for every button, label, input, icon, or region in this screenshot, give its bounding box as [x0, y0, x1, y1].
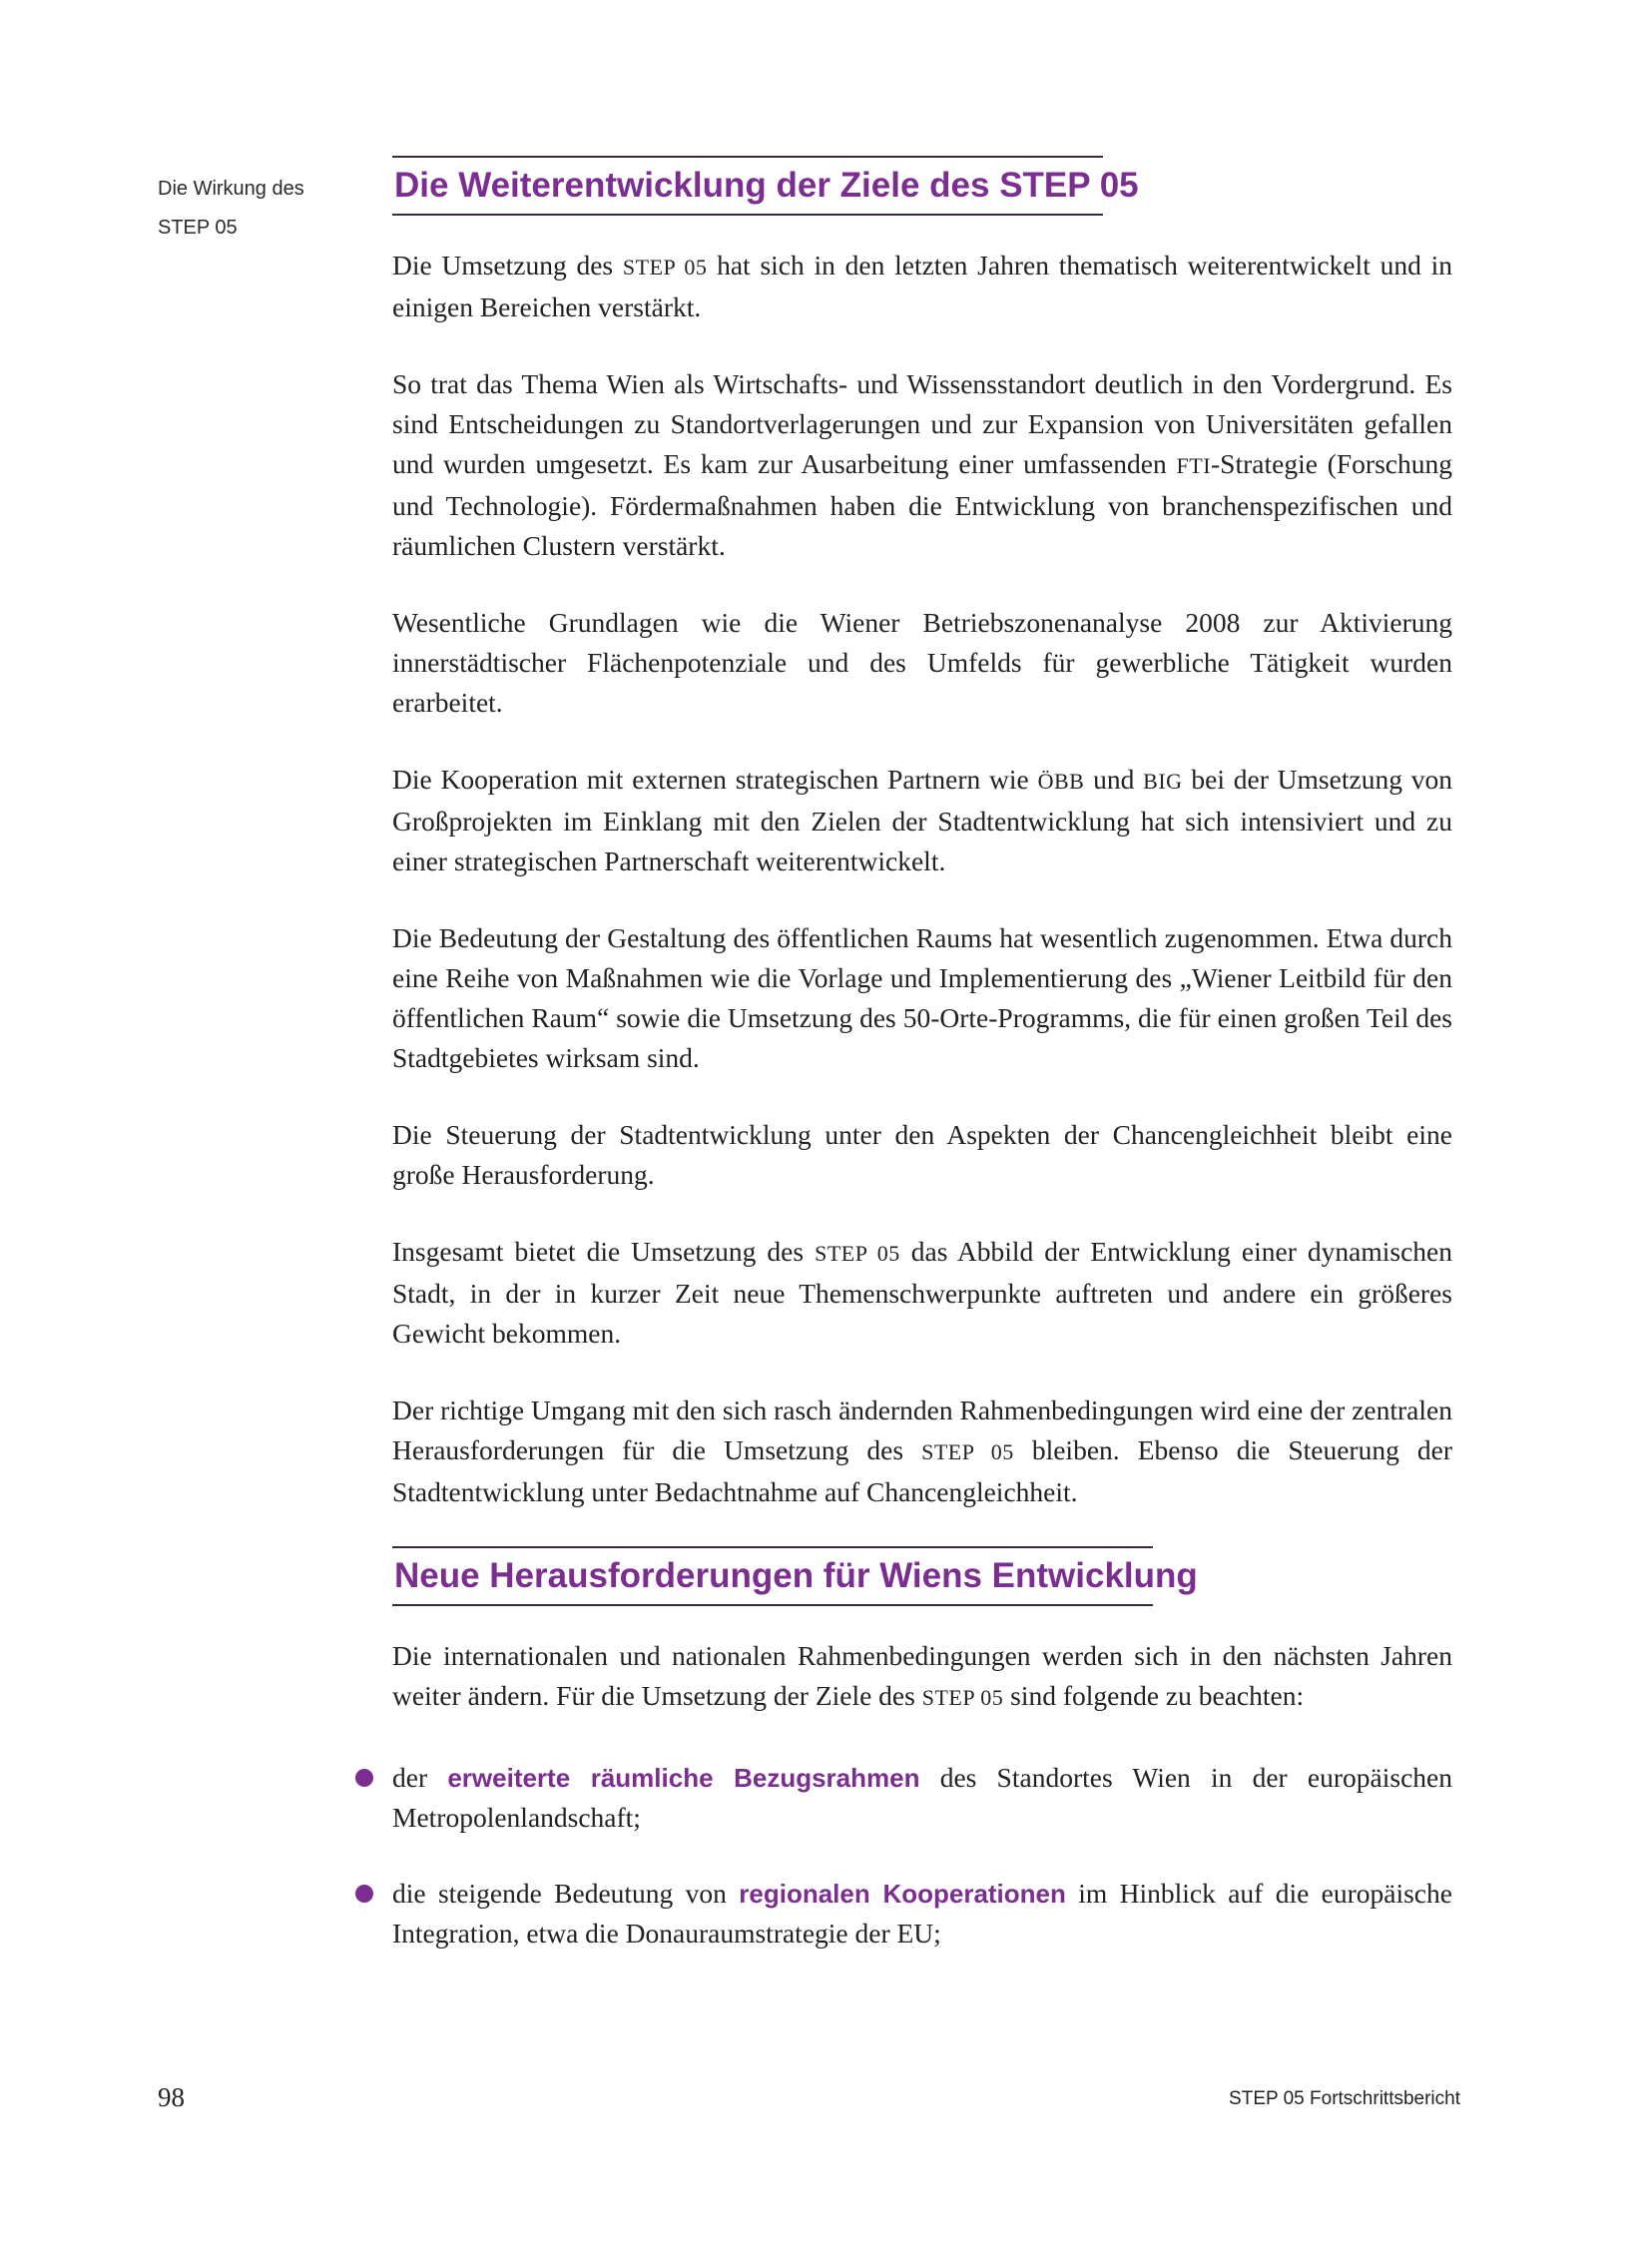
section-heading-challenges: Neue Herausforderungen für Wiens Entwicklung	[392, 1546, 1153, 1606]
list-item: die steigende Bedeutung von regionalen Kooperationen im Hinblick auf die europäische Integration, etwa die Donauraumstrategie der EU;	[392, 1874, 1452, 1954]
highlight-text: regionalen Kooperationen	[739, 1879, 1066, 1909]
main-content	[392, 156, 1452, 1954]
step-abbrev: STEP 05	[921, 1685, 1004, 1710]
paragraph: Die Umsetzung des STEP 05 hat sich in den letzten Jahren thematisch weiterentwickelt und in einigen Bereichen verstärkt.	[392, 250, 1452, 322]
bullet-dot-icon	[355, 1769, 373, 1787]
step-abbrev: STEP 05	[921, 1439, 1014, 1464]
list-item: der erweiterte räumliche Bezugsrahmen des Standortes Wien in der europäischen Metropolenlandschaft;	[392, 1758, 1452, 1838]
big-abbrev: BIG	[1143, 769, 1183, 794]
paragraph: Die Steuerung der Stadtentwicklung unter den Aspekten der Chancengleichheit bleibt eine große Herausforderung.	[392, 1119, 1452, 1190]
obb-abbrev: ÖBB	[1037, 769, 1085, 794]
step-abbrev: STEP 05	[815, 1241, 900, 1266]
paragraph: Die internationalen und nationalen Rahmenbedingungen werden sich in den nächsten Jahren weiter ändern. Für die Umsetzung der Ziele des STEP 05 sind folgende zu beachten:	[392, 1640, 1452, 1711]
paragraph: Die Bedeutung der Gestaltung des öffentlichen Raums hat wesentlich zugenommen. Etwa durch eine Reihe von Maßnahmen wie die Vorlage und Implementierung des „Wiener Leitbild für den öffentlichen Raum“ sowie die Umsetzung des 50-Orte-Programms, die für einen großen Teil des Stadtgebietes wirksam sind.	[392, 922, 1452, 1073]
section-challenges	[392, 1512, 1452, 1954]
step-abbrev: STEP 05	[622, 255, 708, 280]
fti-abbrev: FTI	[1176, 453, 1212, 478]
side-label	[158, 170, 357, 248]
paragraph: Wesentliche Grundlagen wie die Wiener Betriebszonenanalyse 2008 zur Aktivierung innerstädtischer Flächenpotenziale und des Umfelds für gewerbliche Tätigkeit wurden erarbeitet.	[392, 607, 1452, 718]
paragraph: So trat das Thema Wien als Wirtschafts- und Wissensstandort deutlich in den Vordergrund. Es sind Entscheidungen zu Standortverlagerungen und zur Expansion von Universitäten gefallen und wurden umgesetzt. Es kam zur Ausarbeitung einer umfassenden FTI-Strategie (Forschung und Technologie). Fördermaßnahmen haben die Entwicklung von branchenspezifischen und räumlichen Clustern verstärkt.	[392, 368, 1452, 561]
bullet-dot-icon	[355, 1885, 373, 1903]
page-number: 98	[158, 2082, 185, 2112]
section-heading-goals: Die Weiterentwicklung der Ziele des STEP 05	[392, 156, 1103, 216]
section-goals	[392, 156, 1452, 1512]
paragraph: Die Kooperation mit externen strategischen Partnern wie ÖBB und BIG bei der Umsetzung von Großprojekten im Einklang mit den Zielen der Stadtentwicklung hat sich intensiviert und zu einer strategischen Partnerschaft weiterentwickelt.	[392, 764, 1452, 876]
paragraph: Der richtige Umgang mit den sich rasch ändernden Rahmenbedingungen wird eine der zentralen Herausforderungen für die Umsetzung des STEP 05 bleiben. Ebenso die Steuerung der Stadtentwicklung unter Bedachtnahme auf Chancengleichheit.	[392, 1395, 1452, 1507]
paragraph: Insgesamt bietet die Umsetzung des STEP 05 das Abbild der Entwicklung einer dynamischen Stadt, in der in kurzer Zeit neue Themenschwerpunkte auftreten und andere ein größeres Gewicht bekommen.	[392, 1236, 1452, 1349]
bullet-list	[392, 1758, 1452, 1954]
side-label-line1: Die Wirkung des	[158, 178, 304, 200]
footer-title: STEP 05 Fortschrittsbericht	[1229, 2088, 1460, 2109]
side-label-line2: STEP 05	[158, 217, 238, 239]
highlight-text: erweiterte räumliche Bezugsrahmen	[447, 1763, 920, 1793]
